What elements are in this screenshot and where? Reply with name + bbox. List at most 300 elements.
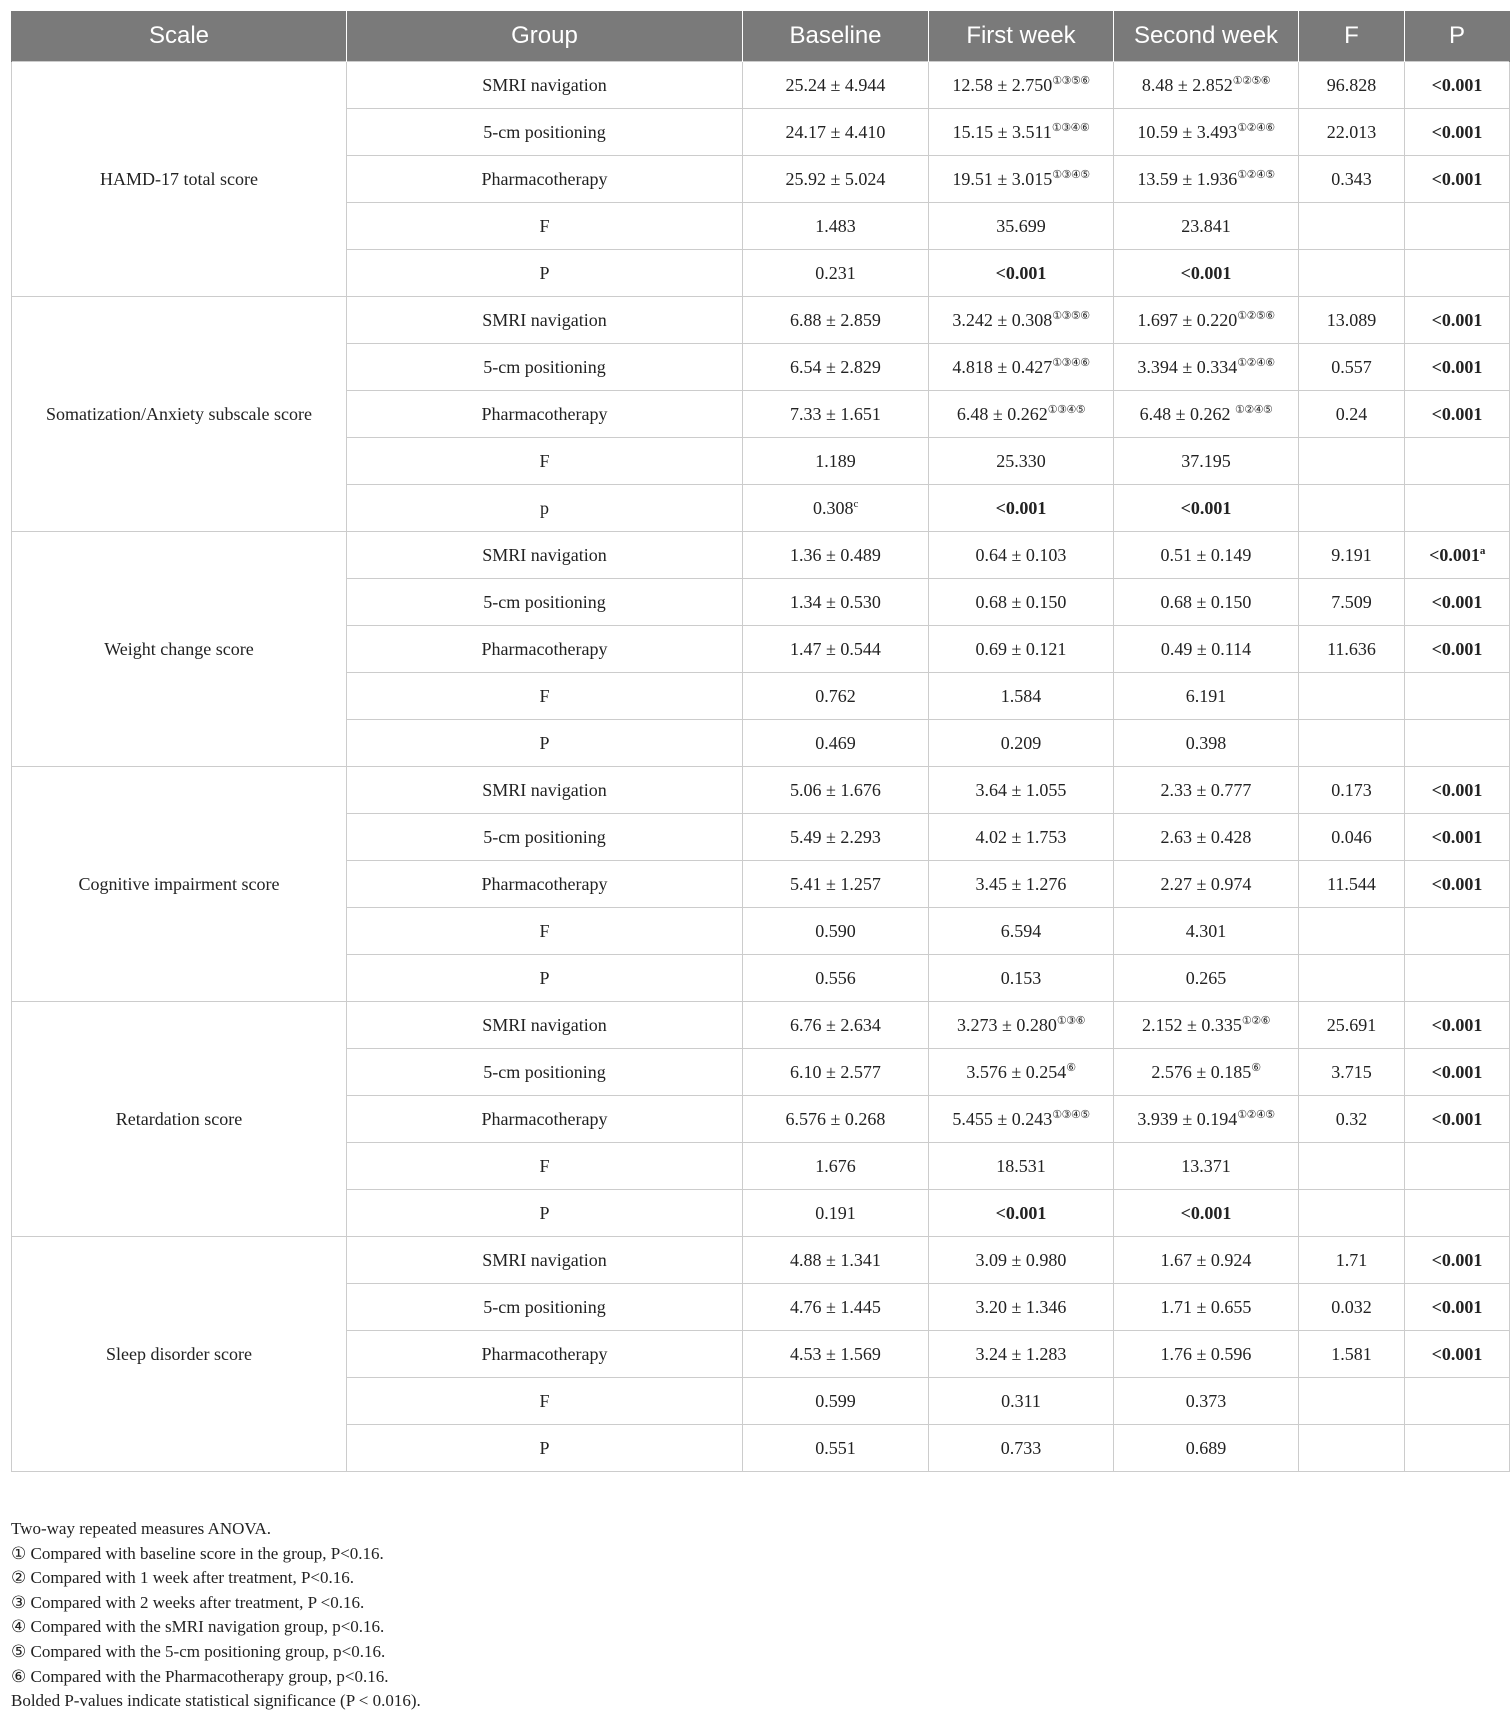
second-week-cell [1114,1190,1299,1237]
second-week-cell-value: 0.373 [1185,1390,1227,1411]
second-week-cell [1114,626,1299,673]
group-cell [347,1096,743,1143]
first-week-cell-value: 3.20 ± 1.346 [975,1296,1067,1317]
first-week-cell-value: 3.09 ± 0.980 [975,1249,1067,1270]
p-cell [1405,1284,1510,1331]
first-week-cell-superscript: ①③④⑥ [1052,356,1090,369]
first-week-cell [929,391,1114,438]
f-cell [1299,532,1405,579]
second-week-cell [1114,297,1299,344]
group-cell [347,1190,743,1237]
second-week-cell [1114,1284,1299,1331]
first-week-cell [929,532,1114,579]
p-cell [1405,532,1510,579]
group-cell-value: p [540,497,549,518]
f-cell [1299,1002,1405,1049]
baseline-cell [743,1284,929,1331]
second-week-cell-value: 6.48 ± 0.262 [1139,403,1235,424]
group-cell-value: F [539,450,550,471]
baseline-cell-superscript: c [853,497,858,510]
p-cell-value: <0.001 [1431,1014,1483,1035]
baseline-cell [743,1002,929,1049]
group-cell-value: SMRI navigation [482,544,607,565]
first-week-cell-value: 12.58 ± 2.750 [952,74,1053,95]
second-week-cell-value: 0.51 ± 0.149 [1160,544,1252,565]
group-cell [347,1143,743,1190]
baseline-cell [743,297,929,344]
second-week-cell-value: 0.398 [1185,732,1227,753]
second-week-cell-superscript: ①②④⑤ [1237,168,1275,181]
group-cell [347,579,743,626]
group-cell [347,814,743,861]
footnote-line: ② Compared with 1 week after treatment, P<0.16. [11,1568,355,1588]
p-cell-value: <0.001 [1429,544,1480,565]
footnote-line: ① Compared with baseline score in the group, P<0.16. [11,1543,384,1563]
table-row [12,62,1510,109]
group-cell-value: 5-cm positioning [483,356,606,377]
first-week-cell-value: 0.69 ± 0.121 [975,638,1067,659]
f-cell [1299,579,1405,626]
first-week-cell [929,720,1114,767]
second-week-cell-value: <0.001 [1180,1202,1232,1223]
table-row [12,1237,1510,1284]
f-cell [1299,1237,1405,1284]
baseline-cell [743,1331,929,1378]
p-cell-value: <0.001 [1431,403,1483,424]
second-week-cell [1114,1237,1299,1284]
baseline-cell-value: 6.54 ± 2.829 [790,356,881,377]
first-week-cell-value: 0.209 [1000,732,1042,753]
p-cell [1405,814,1510,861]
first-week-cell [929,1284,1114,1331]
first-week-cell-value: 18.531 [996,1155,1046,1176]
header-baseline: Baseline [743,11,929,62]
f-cell-value: 11.636 [1327,638,1376,659]
baseline-cell-value: 0.762 [815,685,856,706]
header-f: F [1299,11,1405,62]
p-cell-value: <0.001 [1431,1249,1483,1270]
second-week-cell [1114,62,1299,109]
p-cell [1405,673,1510,720]
group-cell-value: Pharmacotherapy [481,1343,608,1364]
baseline-cell [743,767,929,814]
f-cell [1299,1143,1405,1190]
f-cell [1299,861,1405,908]
f-cell-value: 22.013 [1326,121,1377,142]
baseline-cell [743,626,929,673]
scale-name: Retardation score [12,1002,347,1237]
first-week-cell-value: 0.68 ± 0.150 [975,591,1067,612]
header-first-week: First week [929,11,1114,62]
first-week-cell-value: <0.001 [995,497,1047,518]
first-week-cell-value: 6.48 ± 0.262 [956,403,1048,424]
first-week-cell [929,297,1114,344]
f-cell [1299,156,1405,203]
group-cell-value: SMRI navigation [482,1014,607,1035]
p-cell-value: <0.001 [1431,121,1483,142]
first-week-cell-value: 6.594 [1000,920,1042,941]
group-cell [347,1002,743,1049]
table-footnotes [11,1517,421,1714]
p-cell-value: <0.001 [1431,168,1483,189]
group-cell-value: Pharmacotherapy [481,638,608,659]
first-week-cell [929,955,1114,1002]
f-cell-value: 0.24 [1335,403,1368,424]
p-cell [1405,297,1510,344]
p-cell-value: <0.001 [1431,591,1483,612]
p-cell [1405,579,1510,626]
p-cell-superscript: a [1479,544,1485,557]
second-week-cell-value: 1.71 ± 0.655 [1160,1296,1252,1317]
p-cell [1405,1049,1510,1096]
group-cell-value: P [539,1202,550,1223]
f-cell-value: 0.173 [1331,779,1372,800]
second-week-cell-superscript: ①②④⑤ [1237,1108,1275,1121]
baseline-cell-value: 1.189 [815,450,856,471]
group-cell [347,109,743,156]
first-week-cell [929,626,1114,673]
group-cell-value: P [539,967,550,988]
baseline-cell-value: 1.34 ± 0.530 [790,591,881,612]
p-cell [1405,203,1510,250]
baseline-cell-value: 25.24 ± 4.944 [785,74,886,95]
f-cell-value: 7.509 [1331,591,1372,612]
second-week-cell-value: 3.939 ± 0.194 [1137,1108,1238,1129]
second-week-cell [1114,814,1299,861]
first-week-cell [929,1049,1114,1096]
baseline-cell [743,438,929,485]
p-cell [1405,391,1510,438]
first-week-cell [929,203,1114,250]
first-week-cell [929,1331,1114,1378]
p-cell [1405,955,1510,1002]
first-week-cell [929,861,1114,908]
group-cell-value: F [539,685,550,706]
baseline-cell-value: 6.88 ± 2.859 [790,309,881,330]
baseline-cell [743,1378,929,1425]
second-week-cell [1114,908,1299,955]
group-cell [347,156,743,203]
group-cell [347,1049,743,1096]
group-cell-value: P [539,262,550,283]
first-week-cell-value: 25.330 [996,450,1046,471]
second-week-cell [1114,344,1299,391]
baseline-cell [743,62,929,109]
second-week-cell-value: <0.001 [1180,262,1232,283]
f-cell [1299,908,1405,955]
f-cell-value: 0.343 [1331,168,1372,189]
baseline-cell-value: 0.308 [813,497,854,518]
first-week-cell-superscript: ①③④⑤ [1052,168,1090,181]
first-week-cell [929,1143,1114,1190]
group-cell [347,1425,743,1472]
baseline-cell [743,391,929,438]
second-week-cell [1114,1425,1299,1472]
p-cell [1405,344,1510,391]
f-cell [1299,955,1405,1002]
second-week-cell-value: 0.68 ± 0.150 [1160,591,1252,612]
group-cell [347,626,743,673]
baseline-cell-value: 6.576 ± 0.268 [785,1108,886,1129]
p-cell-value: <0.001 [1431,74,1483,95]
first-week-cell-value: <0.001 [995,262,1047,283]
second-week-cell [1114,1331,1299,1378]
baseline-cell [743,344,929,391]
first-week-cell-value: 0.153 [1000,967,1042,988]
p-cell [1405,861,1510,908]
second-week-cell [1114,1143,1299,1190]
first-week-cell-value: 0.64 ± 0.103 [975,544,1067,565]
p-cell [1405,720,1510,767]
first-week-cell-superscript: ①③⑤⑥ [1052,309,1090,322]
group-cell-value: SMRI navigation [482,74,607,95]
footnote-line: Two-way repeated measures ANOVA. [11,1519,272,1538]
second-week-cell [1114,438,1299,485]
baseline-cell [743,1096,929,1143]
group-cell [347,908,743,955]
baseline-cell [743,1190,929,1237]
table-row [12,297,1510,344]
second-week-cell [1114,109,1299,156]
first-week-cell [929,579,1114,626]
second-week-cell [1114,532,1299,579]
group-cell-value: F [539,215,550,236]
first-week-cell [929,673,1114,720]
p-cell-value: <0.001 [1431,1061,1483,1082]
footnote-line: Bolded P-values indicate statistical significance (P < 0.016). [11,1691,421,1711]
group-cell-value: F [539,1155,550,1176]
second-week-cell-value: 13.371 [1181,1155,1231,1176]
first-week-cell-value: 0.733 [1000,1437,1042,1458]
f-cell [1299,767,1405,814]
group-cell [347,861,743,908]
group-cell [347,767,743,814]
baseline-cell [743,109,929,156]
group-cell [347,532,743,579]
f-cell [1299,391,1405,438]
header-group: Group [347,11,743,62]
first-week-cell-value: 3.45 ± 1.276 [975,873,1067,894]
group-cell-value: 5-cm positioning [483,1296,606,1317]
group-cell-value: Pharmacotherapy [481,1108,608,1129]
group-cell-value: 5-cm positioning [483,591,606,612]
baseline-cell [743,955,929,1002]
first-week-cell-superscript: ①③⑤⑥ [1052,74,1090,87]
second-week-cell-superscript: ①②⑤⑥ [1237,309,1275,322]
first-week-cell-superscript: ⑥ [1066,1061,1076,1074]
group-cell-value: Pharmacotherapy [481,403,608,424]
p-cell-value: <0.001 [1431,1343,1483,1364]
baseline-cell-value: 1.47 ± 0.544 [790,638,881,659]
first-week-cell-value: 3.576 ± 0.254 [966,1061,1067,1082]
p-cell [1405,1096,1510,1143]
f-cell [1299,720,1405,767]
second-week-cell-value: 8.48 ± 2.852 [1141,74,1233,95]
scale-name: HAMD-17 total score [12,62,347,297]
second-week-cell-value: 0.49 ± 0.114 [1160,638,1252,659]
f-cell-value: 11.544 [1327,873,1376,894]
baseline-cell-value: 0.590 [815,920,856,941]
baseline-cell-value: 5.49 ± 2.293 [790,826,881,847]
f-cell-value: 0.557 [1331,356,1372,377]
first-week-cell [929,1237,1114,1284]
group-cell [347,673,743,720]
f-cell [1299,485,1405,532]
first-week-cell-value: 3.273 ± 0.280 [957,1014,1057,1035]
baseline-cell-value: 0.599 [815,1390,856,1411]
group-cell-value: SMRI navigation [482,309,607,330]
first-week-cell [929,485,1114,532]
group-cell [347,1284,743,1331]
baseline-cell-value: 0.191 [815,1202,856,1223]
second-week-cell [1114,1096,1299,1143]
baseline-cell-value: 4.53 ± 1.569 [790,1343,881,1364]
second-week-cell [1114,1002,1299,1049]
header-second-week: Second week [1114,11,1299,62]
p-cell [1405,109,1510,156]
first-week-cell-value: 0.311 [1001,1390,1041,1411]
baseline-cell [743,579,929,626]
p-cell [1405,1002,1510,1049]
baseline-cell [743,1425,929,1472]
f-cell [1299,297,1405,344]
first-week-cell [929,109,1114,156]
first-week-cell [929,156,1114,203]
f-cell-value: 3.715 [1331,1061,1372,1082]
group-cell [347,720,743,767]
f-cell [1299,1284,1405,1331]
f-cell-value: 1.581 [1331,1343,1372,1364]
first-week-cell [929,1002,1114,1049]
group-cell [347,250,743,297]
baseline-cell-value: 1.676 [815,1155,856,1176]
p-cell [1405,485,1510,532]
baseline-cell [743,532,929,579]
first-week-cell-value: 4.818 ± 0.427 [952,356,1053,377]
second-week-cell-value: 37.195 [1181,450,1231,471]
first-week-cell [929,1190,1114,1237]
second-week-cell [1114,861,1299,908]
second-week-cell-value: 0.265 [1185,967,1227,988]
baseline-cell-value: 6.76 ± 2.634 [790,1014,881,1035]
second-week-cell-value: <0.001 [1180,497,1232,518]
scale-name: Weight change score [12,532,347,767]
f-cell [1299,1049,1405,1096]
p-cell [1405,1190,1510,1237]
second-week-cell-value: 23.841 [1181,215,1231,236]
p-cell [1405,438,1510,485]
header-scale: Scale [12,11,347,62]
baseline-cell-value: 7.33 ± 1.651 [790,403,881,424]
p-cell [1405,250,1510,297]
second-week-cell [1114,767,1299,814]
table-row [12,1002,1510,1049]
group-cell [347,62,743,109]
f-cell [1299,626,1405,673]
group-cell [347,391,743,438]
second-week-cell [1114,1378,1299,1425]
baseline-cell [743,1143,929,1190]
second-week-cell-superscript: ①②④⑥ [1237,121,1275,134]
baseline-cell-value: 1.36 ± 0.489 [790,544,881,565]
first-week-cell [929,1096,1114,1143]
f-cell-value: 13.089 [1326,309,1377,330]
second-week-cell-superscript: ①②④⑥ [1237,356,1275,369]
group-cell [347,1378,743,1425]
baseline-cell-value: 6.10 ± 2.577 [790,1061,881,1082]
first-week-cell [929,62,1114,109]
group-cell [347,438,743,485]
baseline-cell [743,156,929,203]
baseline-cell [743,908,929,955]
group-cell [347,1237,743,1284]
first-week-cell [929,1425,1114,1472]
f-cell [1299,438,1405,485]
first-week-cell [929,438,1114,485]
first-week-cell-value: 35.699 [996,215,1046,236]
first-week-cell [929,814,1114,861]
f-cell [1299,814,1405,861]
p-cell [1405,1425,1510,1472]
footnote-line: ③ Compared with 2 weeks after treatment, P <0.16. [11,1592,365,1612]
second-week-cell-value: 3.394 ± 0.334 [1137,356,1238,377]
second-week-cell-value: 2.27 ± 0.974 [1160,873,1252,894]
f-cell [1299,109,1405,156]
group-cell-value: Pharmacotherapy [481,168,608,189]
second-week-cell-value: 13.59 ± 1.936 [1137,168,1238,189]
first-week-cell-value: 5.455 ± 0.243 [952,1108,1053,1129]
second-week-cell-superscript: ⑥ [1251,1061,1261,1074]
second-week-cell-value: 1.76 ± 0.596 [1160,1343,1252,1364]
group-cell [347,297,743,344]
second-week-cell-value: 2.576 ± 0.185 [1151,1061,1252,1082]
f-cell-value: 96.828 [1326,74,1377,95]
baseline-cell [743,814,929,861]
group-cell [347,344,743,391]
first-week-cell-superscript: ①③④⑥ [1051,121,1090,134]
second-week-cell [1114,156,1299,203]
f-cell [1299,1378,1405,1425]
group-cell-value: 5-cm positioning [483,1061,606,1082]
p-cell [1405,767,1510,814]
f-cell-value: 0.046 [1331,826,1372,847]
p-cell [1405,1237,1510,1284]
table-row [12,532,1510,579]
group-cell-value: Pharmacotherapy [481,873,608,894]
second-week-cell-value: 2.152 ± 0.335 [1142,1014,1242,1035]
p-cell-value: <0.001 [1431,873,1483,894]
footnote-line: ④ Compared with the sMRI navigation group, p<0.16. [11,1617,385,1637]
first-week-cell-value: 3.242 ± 0.308 [952,309,1053,330]
f-cell [1299,1331,1405,1378]
second-week-cell-value: 6.191 [1185,685,1227,706]
second-week-cell [1114,673,1299,720]
baseline-cell-value: 5.06 ± 1.676 [790,779,881,800]
p-cell [1405,1378,1510,1425]
baseline-cell [743,861,929,908]
second-week-cell-superscript: ①②④⑤ [1234,403,1273,416]
first-week-cell-value: 3.24 ± 1.283 [975,1343,1067,1364]
f-cell [1299,203,1405,250]
second-week-cell [1114,485,1299,532]
first-week-cell [929,767,1114,814]
baseline-cell-value: 4.76 ± 1.445 [790,1296,881,1317]
baseline-cell-value: 1.483 [815,215,856,236]
baseline-cell [743,250,929,297]
group-cell-value: P [539,1437,550,1458]
second-week-cell-value: 2.63 ± 0.428 [1160,826,1252,847]
p-cell [1405,626,1510,673]
